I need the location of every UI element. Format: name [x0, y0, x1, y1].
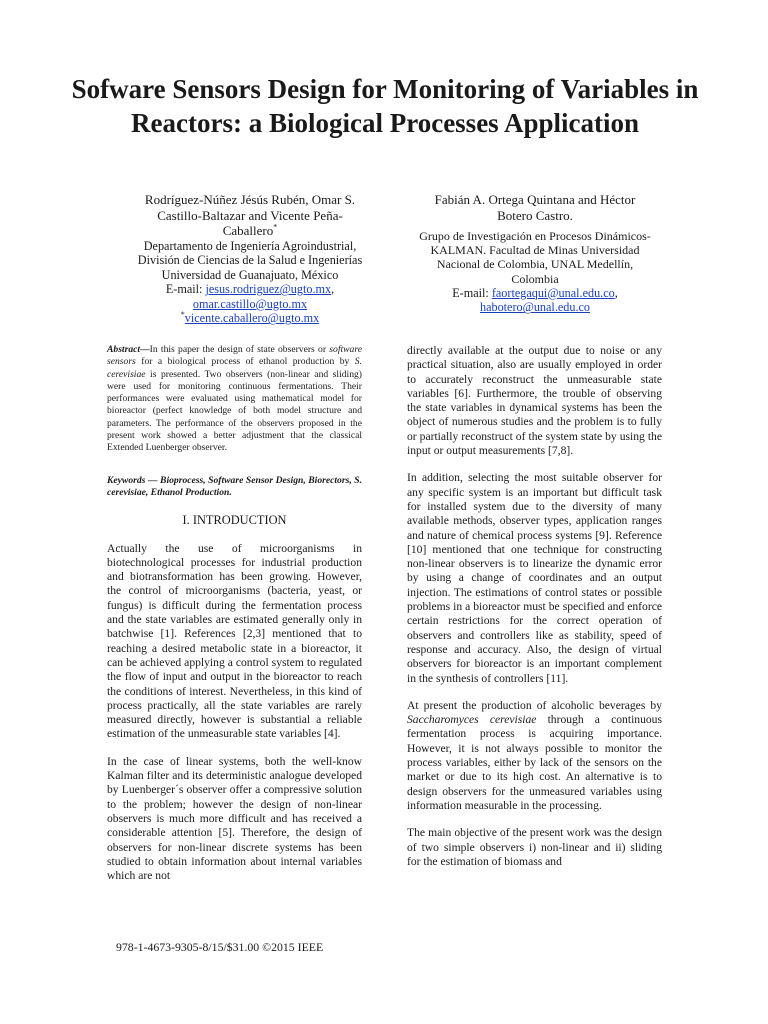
right-column — [407, 344, 662, 882]
author-block-left — [105, 192, 395, 326]
left-column — [107, 344, 362, 896]
paragraph: In the case of linear systems, both the well-know Kalman filter and its deterministic analogue developed by Luenberger´s observer offer a compressive solution to the problem; however the design of non-linear observers is much more difficult and has received a considerable attention [5]. Therefore, the design of observers for non-linear discrete systems has been studied to obtain information about internal variables which are not — [107, 754, 362, 883]
paragraph: Actually the use of microorganisms in biotechnological processes for industrial production and biotransformation has been growing. However, the control of microorganisms (bacteria, yeast, or fungus) is difficult during the fermentation process and the state variables are estimated generally only in batchwise [1]. References [2,3] mentioned that to reaching a desired metabolic state in a bioreactor, it can be achieved applying a control system to regulated the flow of input and output in the bioreactor to reach the conditions of interest. Nevertheless, in this kind of process practically, all the state variables are rarely measured directly, however is substantial a reliable estimation of the unmeasurable state variables [4]. — [107, 541, 362, 741]
author-names-right: Fabián A. Ortega Quintana and Héctor Botero Castro. — [434, 192, 636, 223]
author-block-right — [405, 192, 665, 315]
section-heading-introduction: I. INTRODUCTION — [182, 513, 287, 528]
abstract: Abstract—In this paper the design of state observers or software sensors for a biological process of ethanol production by S. cerevisiae is presented. Two observers (non-linear and sliding) were used for monitoring continuous fermentations. Their performances were evaluated using mathematical model for bioreactor (perfect knowledge of both model structure and parameters. The performance of the observers proposed in the present work showed a better adjustment that the classical Extended Luenberger observer. — [107, 344, 362, 454]
keywords: Keywords — Bioprocess, Software Sensor Design, Biorectors, S. cerevisiae, Ethanol Production. — [107, 474, 362, 498]
email-link-ortega[interactable]: faortegaqui@unal.edu.co — [491, 285, 615, 300]
copyright-footer: 978-1-4673-9305-8/15/$31.00 ©2015 IEEE — [116, 940, 324, 954]
email-link-caballero[interactable]: vicente.caballero@ugto.mx — [184, 311, 320, 326]
affiliation-right: Grupo de Investigación en Procesos Dinámicos- KALMAN. Facultad de Minas Universidad Nacional de Colombia, UNAL Medellín, Colombia — [419, 229, 651, 286]
paragraph: In addition, selecting the most suitable observer for any specific system is an important but difficult task for installed system due to the diversity of many available methods, observer types, application ranges and nature of chemical process systems [9]. Reference [10] mentioned that one technique for constructing non-linear observers is to linearize the dynamic error by using a change of coordinates and an output injection. The estimations of control states or possible problems in a bioreactor must be specified and enforce certain restrictions for the correct operation of observers and controllers like as stability, speed of response and accuracy. Also, the design of virtual observers for bioreactor is an important complement in the synthesis of controllers [11]. — [407, 471, 662, 685]
paragraph: The main objective of the present work was the design of two simple observers i) non-linear and ii) sliding for the estimation of biomass and — [407, 826, 662, 868]
email-link-rodriguez[interactable]: jesus.rodriguez@ugto.mx — [205, 282, 332, 297]
paper-title: Sofware Sensors Design for Monitoring of Variables in Reactors: a Biological Processes Application — [71, 74, 699, 138]
email-right: E-mail: faortegaqui@unal.edu.co, habotero@unal.edu.co — [452, 285, 618, 315]
paragraph: directly available at the output due to noise or any practical situation, also are usually employed in order to accurately reconstruct the unmeasurable state variables [6]. Furthermore, the trouble of observing the state variables in dynamical systems has been the object of numerous studies and the problem is to fully or partially reconstruct of the system state by using the input or output measurements [7,8]. — [407, 344, 662, 458]
author-names-left: Rodríguez-Núñez Jésús Rubén, Omar S. Castillo-Baltazar and Vicente Peña- Caballero* — [144, 192, 356, 238]
affiliation-left: Departamento de Ingeniería Agroindustrial, División de Ciencias de la Salud e Ingenierías Universidad de Guanajuato, México — [137, 238, 363, 282]
email-left: E-mail: jesus.rodriguez@ugto.mx, omar.castillo@ugto.mx *vicente.caballero@ugto.mx — [165, 282, 335, 326]
email-link-botero[interactable]: habotero@unal.edu.co — [479, 300, 591, 315]
paragraph: At present the production of alcoholic beverages by Saccharomyces cerevisiae through a continuous fermentation process is acquiring importance. However, it is not always possible to monitor the process variables, either by lack of the sensors on the market or due to its high cost. An alternative is to design observers for the unmeasured variables using information measurable in the processing. — [407, 698, 662, 812]
email-link-castillo[interactable]: omar.castillo@ugto.mx — [192, 296, 308, 311]
